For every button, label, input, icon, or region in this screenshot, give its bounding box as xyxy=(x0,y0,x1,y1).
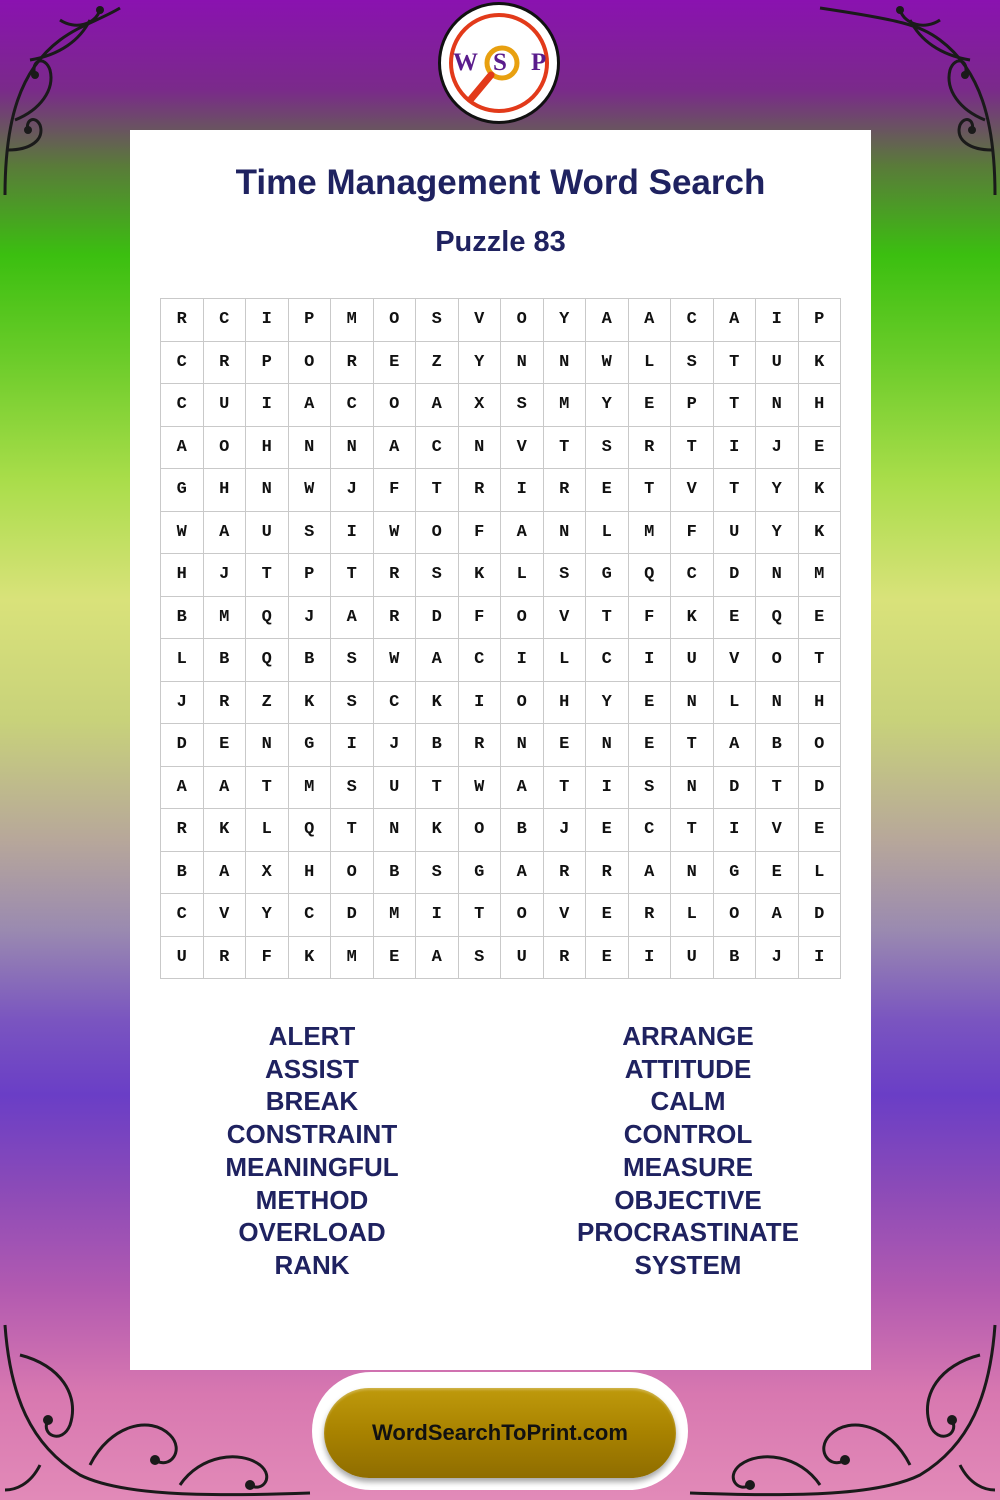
grid-cell[interactable]: L xyxy=(501,554,544,597)
word-item: ALERT xyxy=(268,1021,356,1051)
grid-cell[interactable]: J xyxy=(756,426,799,469)
grid-cell[interactable]: A xyxy=(416,639,459,682)
grid-cell[interactable]: E xyxy=(798,426,841,469)
grid-cell[interactable]: K xyxy=(458,554,501,597)
grid-cell[interactable]: N xyxy=(756,384,799,427)
grid-cell[interactable]: T xyxy=(543,766,586,809)
grid-cell[interactable]: O xyxy=(756,639,799,682)
grid-cell[interactable]: J xyxy=(161,681,204,724)
grid-cell[interactable]: F xyxy=(671,511,714,554)
word-item: ATTITUDE xyxy=(624,1053,752,1084)
grid-cell[interactable]: C xyxy=(586,639,629,682)
grid-cell[interactable]: K xyxy=(671,596,714,639)
grid-cell[interactable]: I xyxy=(798,936,841,979)
grid-cell[interactable]: K xyxy=(416,681,459,724)
grid-cell[interactable]: O xyxy=(288,341,331,384)
grid-row xyxy=(161,936,841,979)
grid-cell[interactable]: D xyxy=(331,894,374,937)
grid-cell[interactable]: I xyxy=(331,724,374,767)
grid-cell[interactable]: C xyxy=(671,299,714,342)
grid-cell[interactable]: S xyxy=(331,639,374,682)
grid-cell[interactable]: E xyxy=(586,809,629,852)
logo-letter-w: W xyxy=(453,49,478,76)
grid-cell[interactable]: C xyxy=(671,554,714,597)
word-item: CALM xyxy=(650,1086,726,1117)
grid-cell[interactable]: N xyxy=(501,724,544,767)
grid-cell[interactable]: M xyxy=(628,511,671,554)
grid-cell[interactable]: E xyxy=(756,851,799,894)
word-item: SYSTEM xyxy=(634,1249,742,1280)
grid-cell[interactable]: F xyxy=(458,511,501,554)
grid-cell[interactable]: H xyxy=(798,681,841,724)
grid-cell[interactable]: O xyxy=(501,299,544,342)
grid-cell[interactable]: U xyxy=(713,511,756,554)
grid-cell[interactable]: L xyxy=(798,851,841,894)
grid-cell[interactable]: N xyxy=(288,426,331,469)
grid-cell[interactable]: A xyxy=(331,596,374,639)
grid-cell[interactable]: T xyxy=(713,384,756,427)
grid-cell[interactable]: R xyxy=(373,596,416,639)
grid-cell[interactable]: L xyxy=(161,639,204,682)
grid-cell[interactable]: U xyxy=(501,936,544,979)
grid-cell[interactable]: U xyxy=(373,766,416,809)
grid-cell[interactable]: I xyxy=(586,766,629,809)
grid-cell[interactable]: A xyxy=(628,299,671,342)
grid-cell[interactable]: Y xyxy=(246,894,289,937)
grid-cell[interactable]: S xyxy=(671,341,714,384)
grid-cell[interactable]: O xyxy=(416,511,459,554)
grid-cell[interactable]: P xyxy=(288,299,331,342)
grid-cell[interactable]: E xyxy=(203,724,246,767)
grid-cell[interactable]: W xyxy=(373,639,416,682)
grid-cell[interactable]: O xyxy=(798,724,841,767)
grid-cell[interactable]: Y xyxy=(756,469,799,512)
grid-cell[interactable]: G xyxy=(288,724,331,767)
grid-cell[interactable]: E xyxy=(798,596,841,639)
grid-cell[interactable]: T xyxy=(458,894,501,937)
grid-cell[interactable]: H xyxy=(161,554,204,597)
grid-cell[interactable]: D xyxy=(713,554,756,597)
grid-cell[interactable]: I xyxy=(458,681,501,724)
grid-cell[interactable]: C xyxy=(161,341,204,384)
grid-cell[interactable]: N xyxy=(671,851,714,894)
grid-cell[interactable]: R xyxy=(203,681,246,724)
grid-cell[interactable]: I xyxy=(246,299,289,342)
grid-cell[interactable]: B xyxy=(161,851,204,894)
grid-cell[interactable]: E xyxy=(798,809,841,852)
grid-cell[interactable]: S xyxy=(416,554,459,597)
grid-cell[interactable]: I xyxy=(501,639,544,682)
grid-cell[interactable]: E xyxy=(628,384,671,427)
grid-cell[interactable]: B xyxy=(288,639,331,682)
grid-cell[interactable]: E xyxy=(543,724,586,767)
grid-cell[interactable]: U xyxy=(671,639,714,682)
grid-cell[interactable]: K xyxy=(288,936,331,979)
grid-cell[interactable]: L xyxy=(246,809,289,852)
grid-cell[interactable]: A xyxy=(713,724,756,767)
grid-cell[interactable]: A xyxy=(501,511,544,554)
grid-cell[interactable]: V xyxy=(713,639,756,682)
grid-cell[interactable]: L xyxy=(713,681,756,724)
grid-cell[interactable]: S xyxy=(458,936,501,979)
grid-cell[interactable]: N xyxy=(458,426,501,469)
grid-cell[interactable]: N xyxy=(543,341,586,384)
word-item: CONTROL xyxy=(623,1119,753,1150)
grid-cell[interactable]: S xyxy=(288,511,331,554)
grid-cell[interactable]: A xyxy=(416,384,459,427)
grid-cell[interactable]: M xyxy=(331,936,374,979)
grid-cell[interactable]: R xyxy=(586,851,629,894)
grid-cell[interactable]: M xyxy=(288,766,331,809)
grid-row xyxy=(161,766,841,809)
ornament-top-left xyxy=(0,0,130,200)
grid-cell[interactable]: A xyxy=(161,766,204,809)
grid-cell[interactable]: F xyxy=(628,596,671,639)
grid-cell[interactable]: K xyxy=(798,511,841,554)
grid-cell[interactable]: J xyxy=(203,554,246,597)
grid-cell[interactable]: S xyxy=(543,554,586,597)
grid-cell[interactable]: K xyxy=(798,469,841,512)
grid-cell[interactable]: T xyxy=(671,724,714,767)
grid-cell[interactable]: E xyxy=(373,936,416,979)
grid-cell[interactable]: R xyxy=(458,724,501,767)
grid-cell[interactable]: R xyxy=(543,936,586,979)
grid-cell[interactable]: H xyxy=(203,469,246,512)
grid-cell[interactable]: R xyxy=(331,341,374,384)
grid-cell[interactable]: B xyxy=(501,809,544,852)
grid-cell[interactable]: K xyxy=(798,341,841,384)
grid-cell[interactable]: R xyxy=(373,554,416,597)
grid-cell[interactable]: I xyxy=(713,426,756,469)
grid-cell[interactable]: U xyxy=(203,384,246,427)
grid-cell[interactable]: N xyxy=(501,341,544,384)
grid-cell[interactable]: H xyxy=(543,681,586,724)
grid-cell[interactable]: O xyxy=(458,809,501,852)
grid-cell[interactable]: M xyxy=(543,384,586,427)
grid-cell[interactable]: T xyxy=(246,554,289,597)
page-title: Time Management Word Search xyxy=(235,163,766,202)
word-item: OBJECTIVE xyxy=(614,1184,762,1215)
grid-cell[interactable]: J xyxy=(543,809,586,852)
grid-cell[interactable]: T xyxy=(416,469,459,512)
grid-cell[interactable]: V xyxy=(543,894,586,937)
grid-cell[interactable]: O xyxy=(501,681,544,724)
logo-letter-p: P xyxy=(531,49,547,76)
grid-cell[interactable]: M xyxy=(331,299,374,342)
grid-cell[interactable]: A xyxy=(756,894,799,937)
grid-cell[interactable]: I xyxy=(501,469,544,512)
grid-cell[interactable]: J xyxy=(288,596,331,639)
grid-cell[interactable]: O xyxy=(203,426,246,469)
grid-cell[interactable]: A xyxy=(161,426,204,469)
grid-cell[interactable]: H xyxy=(246,426,289,469)
grid-cell[interactable]: O xyxy=(373,384,416,427)
grid-cell[interactable]: D xyxy=(798,894,841,937)
grid-cell[interactable]: M xyxy=(203,596,246,639)
grid-cell[interactable]: V xyxy=(458,299,501,342)
grid-cell[interactable]: Q xyxy=(628,554,671,597)
grid-cell[interactable]: K xyxy=(416,809,459,852)
grid-cell[interactable]: N xyxy=(671,681,714,724)
grid-cell[interactable]: S xyxy=(331,681,374,724)
grid-cell[interactable]: A xyxy=(203,766,246,809)
grid-cell[interactable]: W xyxy=(458,766,501,809)
grid-cell[interactable]: D xyxy=(161,724,204,767)
grid-cell[interactable]: Y xyxy=(586,384,629,427)
grid-cell[interactable]: H xyxy=(798,384,841,427)
grid-cell[interactable]: C xyxy=(373,681,416,724)
grid-cell[interactable]: C xyxy=(416,426,459,469)
grid-cell[interactable]: C xyxy=(458,639,501,682)
grid-cell[interactable]: G xyxy=(161,469,204,512)
grid-cell[interactable]: S xyxy=(416,851,459,894)
grid-cell[interactable]: U xyxy=(246,511,289,554)
grid-cell[interactable]: R xyxy=(628,894,671,937)
grid-cell[interactable]: D xyxy=(416,596,459,639)
grid-cell[interactable]: O xyxy=(713,894,756,937)
grid-cell[interactable]: C xyxy=(331,384,374,427)
grid-cell[interactable]: I xyxy=(713,809,756,852)
grid-cell[interactable]: I xyxy=(628,936,671,979)
grid-cell[interactable]: C xyxy=(161,384,204,427)
grid-cell[interactable]: A xyxy=(203,851,246,894)
word-list-right xyxy=(538,1020,838,1282)
grid-cell[interactable]: O xyxy=(331,851,374,894)
grid-cell[interactable]: J xyxy=(373,724,416,767)
grid-cell[interactable]: A xyxy=(288,384,331,427)
grid-cell[interactable]: R xyxy=(628,426,671,469)
grid-cell[interactable]: B xyxy=(203,639,246,682)
grid-row xyxy=(161,341,841,384)
grid-row xyxy=(161,851,841,894)
grid-cell[interactable]: E xyxy=(586,894,629,937)
grid-cell[interactable]: Q xyxy=(756,596,799,639)
grid-cell[interactable]: S xyxy=(628,766,671,809)
grid-cell[interactable]: T xyxy=(416,766,459,809)
grid-cell[interactable]: W xyxy=(373,511,416,554)
grid-row xyxy=(161,681,841,724)
grid-row xyxy=(161,639,841,682)
grid-cell[interactable]: B xyxy=(161,596,204,639)
grid-cell[interactable]: P xyxy=(246,341,289,384)
grid-cell[interactable]: N xyxy=(246,469,289,512)
grid-cell[interactable]: I xyxy=(246,384,289,427)
grid-cell[interactable]: E xyxy=(713,596,756,639)
word-item: OVERLOAD xyxy=(238,1217,386,1248)
grid-cell[interactable]: R xyxy=(458,469,501,512)
grid-cell[interactable]: A xyxy=(628,851,671,894)
grid-row xyxy=(161,554,841,597)
grid-cell[interactable]: P xyxy=(671,384,714,427)
grid-cell[interactable]: A xyxy=(203,511,246,554)
grid-cell[interactable]: E xyxy=(628,724,671,767)
grid-cell[interactable]: B xyxy=(756,724,799,767)
grid-cell[interactable]: S xyxy=(416,299,459,342)
grid-cell[interactable]: L xyxy=(543,639,586,682)
grid-cell[interactable]: S xyxy=(586,426,629,469)
grid-cell[interactable]: V xyxy=(543,596,586,639)
grid-cell[interactable]: N xyxy=(586,724,629,767)
grid-cell[interactable]: C xyxy=(288,894,331,937)
grid-cell[interactable]: E xyxy=(586,936,629,979)
grid-cell[interactable]: U xyxy=(161,936,204,979)
grid-cell[interactable]: N xyxy=(756,554,799,597)
grid-cell[interactable]: I xyxy=(331,511,374,554)
grid-cell[interactable]: B xyxy=(373,851,416,894)
grid-cell[interactable]: T xyxy=(586,596,629,639)
grid-cell[interactable]: X xyxy=(246,851,289,894)
grid-cell[interactable]: N xyxy=(543,511,586,554)
grid-cell[interactable]: K xyxy=(288,681,331,724)
grid-cell[interactable]: I xyxy=(628,639,671,682)
word-item: BREAK xyxy=(265,1086,359,1117)
grid-cell[interactable]: D xyxy=(713,766,756,809)
grid-cell[interactable]: A xyxy=(373,426,416,469)
grid-row xyxy=(161,299,841,342)
word-item: MEANINGFUL xyxy=(225,1151,399,1182)
grid-cell[interactable]: C xyxy=(628,809,671,852)
grid-cell[interactable]: R xyxy=(543,851,586,894)
grid-cell[interactable]: L xyxy=(671,894,714,937)
grid-cell[interactable]: N xyxy=(331,426,374,469)
grid-cell[interactable]: R xyxy=(203,936,246,979)
grid-cell[interactable]: T xyxy=(713,341,756,384)
grid-cell[interactable]: T xyxy=(671,809,714,852)
grid-row xyxy=(161,809,841,852)
grid-cell[interactable]: P xyxy=(288,554,331,597)
grid-cell[interactable]: T xyxy=(756,766,799,809)
grid-cell[interactable]: T xyxy=(543,426,586,469)
grid-cell[interactable]: R xyxy=(203,341,246,384)
grid-cell[interactable]: G xyxy=(458,851,501,894)
word-item: MEASURE xyxy=(622,1151,753,1182)
website-link-button[interactable]: WordSearchToPrint.com xyxy=(324,1388,676,1478)
word-item: ARRANGE xyxy=(622,1021,754,1051)
grid-cell[interactable]: Q xyxy=(246,639,289,682)
word-item: RANK xyxy=(274,1249,350,1280)
grid-cell[interactable]: P xyxy=(798,299,841,342)
grid-cell[interactable]: E xyxy=(628,681,671,724)
word-item: CONSTRAINT xyxy=(226,1119,398,1150)
grid-cell[interactable]: A xyxy=(713,299,756,342)
grid-cell[interactable]: V xyxy=(756,809,799,852)
grid-cell[interactable]: C xyxy=(203,299,246,342)
grid-cell[interactable]: J xyxy=(331,469,374,512)
grid-cell[interactable]: Y xyxy=(543,299,586,342)
letter-grid[interactable] xyxy=(160,298,841,979)
grid-cell[interactable]: E xyxy=(586,469,629,512)
grid-cell[interactable]: W xyxy=(288,469,331,512)
grid-cell[interactable]: W xyxy=(586,341,629,384)
grid-cell[interactable]: F xyxy=(373,469,416,512)
grid-cell[interactable]: J xyxy=(756,936,799,979)
grid-cell[interactable]: V xyxy=(501,426,544,469)
grid-cell[interactable]: B xyxy=(713,936,756,979)
grid-cell[interactable]: I xyxy=(416,894,459,937)
grid-cell[interactable]: O xyxy=(373,299,416,342)
grid-cell[interactable]: Q xyxy=(246,596,289,639)
grid-cell[interactable]: Z xyxy=(246,681,289,724)
grid-cell[interactable]: S xyxy=(501,384,544,427)
grid-cell[interactable]: U xyxy=(671,936,714,979)
grid-cell[interactable]: T xyxy=(331,809,374,852)
grid-cell[interactable]: R xyxy=(543,469,586,512)
grid-cell[interactable]: Y xyxy=(756,511,799,554)
grid-cell[interactable]: T xyxy=(671,426,714,469)
grid-cell[interactable]: L xyxy=(628,341,671,384)
grid-cell[interactable]: A xyxy=(416,936,459,979)
grid-cell[interactable]: V xyxy=(671,469,714,512)
word-list-left xyxy=(162,1020,462,1282)
grid-cell[interactable]: G xyxy=(713,851,756,894)
grid-cell[interactable]: S xyxy=(331,766,374,809)
grid-cell[interactable]: Y xyxy=(458,341,501,384)
grid-cell[interactable]: G xyxy=(586,554,629,597)
word-item: METHOD xyxy=(255,1184,369,1215)
word-item: ASSIST xyxy=(265,1053,359,1084)
grid-cell[interactable]: R xyxy=(161,299,204,342)
puzzle-number: Puzzle 83 xyxy=(435,226,566,258)
grid-cell[interactable]: R xyxy=(161,809,204,852)
grid-cell[interactable]: T xyxy=(331,554,374,597)
grid-cell[interactable]: X xyxy=(458,384,501,427)
grid-cell[interactable]: H xyxy=(288,851,331,894)
grid-cell[interactable]: T xyxy=(798,639,841,682)
grid-cell[interactable]: F xyxy=(458,596,501,639)
grid-cell[interactable]: N xyxy=(671,766,714,809)
grid-cell[interactable]: W xyxy=(161,511,204,554)
grid-row xyxy=(161,469,841,512)
grid-cell[interactable]: N xyxy=(373,809,416,852)
grid-cell[interactable]: Z xyxy=(416,341,459,384)
grid-cell[interactable]: V xyxy=(203,894,246,937)
grid-cell[interactable]: M xyxy=(373,894,416,937)
wsp-logo[interactable] xyxy=(438,2,560,124)
grid-cell[interactable]: M xyxy=(798,554,841,597)
grid-cell[interactable]: C xyxy=(161,894,204,937)
grid-cell[interactable]: A xyxy=(501,766,544,809)
grid-cell[interactable]: O xyxy=(501,596,544,639)
grid-cell[interactable]: T xyxy=(246,766,289,809)
grid-cell[interactable]: A xyxy=(586,299,629,342)
grid-cell[interactable]: I xyxy=(756,299,799,342)
grid-cell[interactable]: Y xyxy=(586,681,629,724)
grid-cell[interactable]: F xyxy=(246,936,289,979)
grid-row xyxy=(161,894,841,937)
grid-cell[interactable]: E xyxy=(373,341,416,384)
grid-cell[interactable]: T xyxy=(628,469,671,512)
grid-cell[interactable]: Q xyxy=(288,809,331,852)
logo-letter-s: S xyxy=(493,49,507,76)
word-item: PROCRASTINATE xyxy=(577,1217,799,1248)
grid-row xyxy=(161,596,841,639)
grid-cell[interactable]: N xyxy=(246,724,289,767)
grid-cell[interactable]: T xyxy=(713,469,756,512)
grid-row xyxy=(161,724,841,767)
grid-cell[interactable]: B xyxy=(416,724,459,767)
grid-cell[interactable]: L xyxy=(586,511,629,554)
grid-cell[interactable]: A xyxy=(501,851,544,894)
grid-cell[interactable]: U xyxy=(756,341,799,384)
grid-cell[interactable]: D xyxy=(798,766,841,809)
grid-row xyxy=(161,426,841,469)
grid-row xyxy=(161,511,841,554)
grid-cell[interactable]: N xyxy=(756,681,799,724)
grid-row xyxy=(161,384,841,427)
grid-cell[interactable]: K xyxy=(203,809,246,852)
grid-cell[interactable]: O xyxy=(501,894,544,937)
